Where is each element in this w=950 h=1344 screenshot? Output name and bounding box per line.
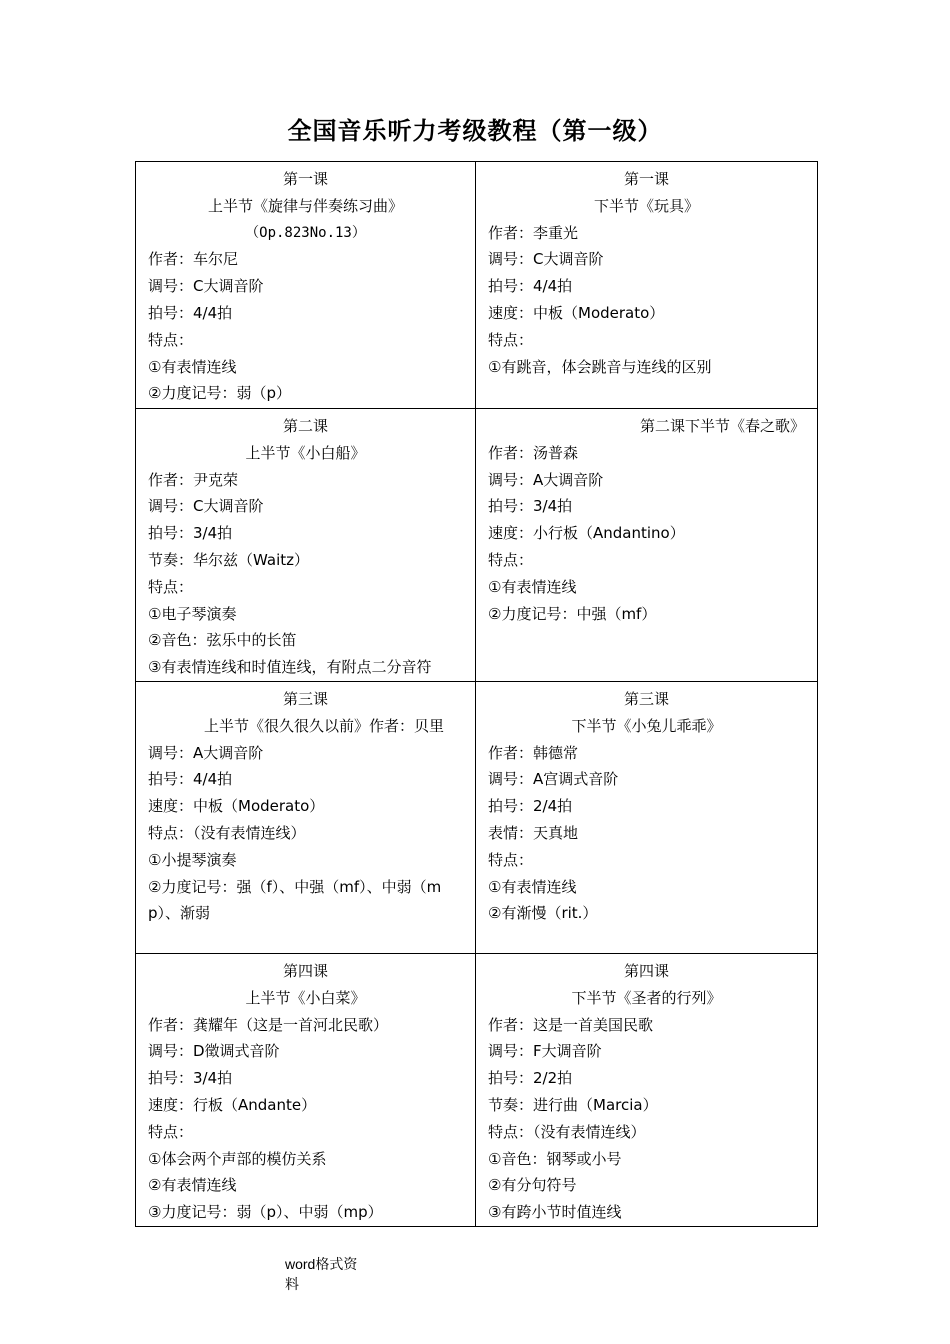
lesson-heading: 第四课: [282, 961, 328, 980]
lesson-3-first-half: [136, 681, 476, 953]
piece-title: 下半节《圣者的行列》: [571, 988, 722, 1007]
time-signature: 拍号：4/4拍: [488, 277, 573, 296]
lesson-3-second-half: [476, 681, 818, 953]
composer: 作者：韩德常: [488, 743, 579, 762]
piece-title: 上半节《小白船》: [245, 443, 366, 462]
feature-item: ②力度记号：中强（mf）: [488, 604, 657, 623]
piece-title: 上半节《很久很久以前》作者：贝里: [204, 716, 445, 735]
key-signature: 调号：F大调音阶: [488, 1042, 602, 1061]
footer-line: 料: [285, 1276, 299, 1292]
features-label: 特点：: [148, 577, 194, 596]
lesson-row-4: [136, 953, 818, 1226]
page-title: 全国音乐听力考级教程（第一级）: [287, 117, 663, 145]
time-signature: 拍号：3/4拍: [148, 524, 233, 543]
feature-item: ②有分句符号: [488, 1176, 577, 1195]
composer: 作者：李重光: [488, 223, 579, 242]
piece-title: 第二课下半节《春之歌》: [639, 417, 805, 435]
features-label: 特点：: [488, 330, 534, 349]
lesson-heading: 第三课: [282, 689, 328, 708]
feature-item: ①有表情连线: [488, 577, 577, 596]
composer: 作者：车尔尼: [148, 250, 239, 269]
lesson-4-first-half: [136, 953, 476, 1226]
rhythm: 节奏：华尔兹（Waitz）: [148, 550, 309, 569]
feature-item: ②有渐慢（rit.）: [488, 904, 598, 923]
time-signature: 拍号：2/2拍: [488, 1069, 573, 1088]
time-signature: 拍号：3/4拍: [488, 497, 573, 516]
feature-item: ①音色：钢琴或小号: [488, 1149, 622, 1168]
footer-note: [285, 1254, 357, 1294]
rhythm: 节奏：进行曲（Marcia）: [488, 1095, 658, 1114]
key-signature: 调号：A大调音阶: [148, 743, 264, 762]
feature-item: ②力度记号：强（f）、中强（mf）、中弱（mp）、渐弱: [148, 877, 442, 923]
lesson-heading: 第三课: [623, 689, 669, 708]
lesson-heading: 第一课: [282, 170, 328, 188]
features-label: 特点：: [148, 330, 194, 349]
lesson-heading: 第四课: [623, 961, 669, 980]
footer-line: word格式资: [285, 1256, 358, 1272]
feature-item: ②音色：弦乐中的长笛: [148, 631, 297, 650]
piece-title: 上半节《旋律与伴奏练习曲》: [207, 196, 403, 215]
feature-item: ③力度记号：弱（p）、中弱（mp）: [148, 1203, 383, 1222]
piece-title: 下半节《小兔儿乖乖》: [571, 716, 722, 735]
lesson-heading: 第二课: [282, 417, 328, 435]
lesson-row-3: [136, 681, 818, 953]
key-signature: 调号：D徵调式音阶: [148, 1042, 280, 1061]
composer: 作者：汤普森: [488, 443, 579, 462]
key-signature: 调号：A宫调式音阶: [488, 770, 619, 789]
time-signature: 拍号：4/4拍: [148, 770, 233, 789]
piece-title: 下半节《玩具》: [593, 196, 699, 215]
feature-item: ①有表情连线: [148, 357, 237, 376]
features-label: 特点：: [488, 550, 534, 569]
lesson-1-first-half: [136, 162, 476, 409]
tempo: 速度：行板（Andante）: [148, 1095, 317, 1114]
lesson-2-first-half: [136, 409, 476, 682]
tempo: 速度：中板（Moderato）: [148, 797, 325, 816]
composer: 作者：这是一首美国民歌: [488, 1015, 654, 1034]
lesson-row-2: [136, 409, 818, 682]
time-signature: 拍号：3/4拍: [148, 1069, 233, 1088]
tempo: 速度：小行板（Andantino）: [488, 524, 685, 543]
lesson-1-second-half: [476, 162, 818, 409]
key-signature: 调号：C大调音阶: [148, 277, 264, 296]
lesson-2-second-half: [476, 409, 818, 682]
features-label: 特点：: [148, 1122, 194, 1141]
feature-item: ①有表情连线: [488, 877, 577, 896]
key-signature: 调号：A大调音阶: [488, 470, 604, 489]
feature-item: ①体会两个声部的模仿关系: [148, 1149, 327, 1168]
key-signature: 调号：C大调音阶: [148, 497, 264, 516]
composer: 作者：龚耀年（这是一首河北民歌）: [148, 1015, 389, 1034]
features-label: 特点：: [488, 850, 534, 869]
features-label: 特点：（没有表情连线）: [148, 823, 306, 842]
feature-item: ①小提琴演奏: [148, 850, 237, 869]
time-signature: 拍号：2/4拍: [488, 797, 573, 816]
piece-title: 上半节《小白菜》: [245, 988, 366, 1007]
key-signature: 调号：C大调音阶: [488, 250, 604, 269]
composer: 作者：尹克荣: [148, 470, 239, 489]
feature-item: ①电子琴演奏: [148, 604, 237, 623]
time-signature: 拍号：4/4拍: [148, 303, 233, 322]
feature-item: ①有跳音，体会跳音与连线的区别: [488, 357, 712, 376]
expression: 表情：天真地: [488, 823, 579, 842]
opus-number: （Op.823No.13）: [245, 224, 366, 241]
lesson-4-second-half: [476, 953, 818, 1226]
feature-item: ③有表情连线和时值连线，有附点二分音符: [148, 658, 432, 677]
lesson-table: [135, 161, 818, 1227]
feature-item: ②有表情连线: [148, 1176, 237, 1195]
lesson-row-1: [136, 162, 818, 409]
lesson-heading: 第一课: [623, 170, 669, 188]
feature-item: ②力度记号：弱（p）: [148, 384, 291, 403]
tempo: 速度：中板（Moderato）: [488, 303, 665, 322]
features-label: 特点：（没有表情连线）: [488, 1122, 646, 1141]
feature-item: ③有跨小节时值连线: [488, 1203, 622, 1222]
